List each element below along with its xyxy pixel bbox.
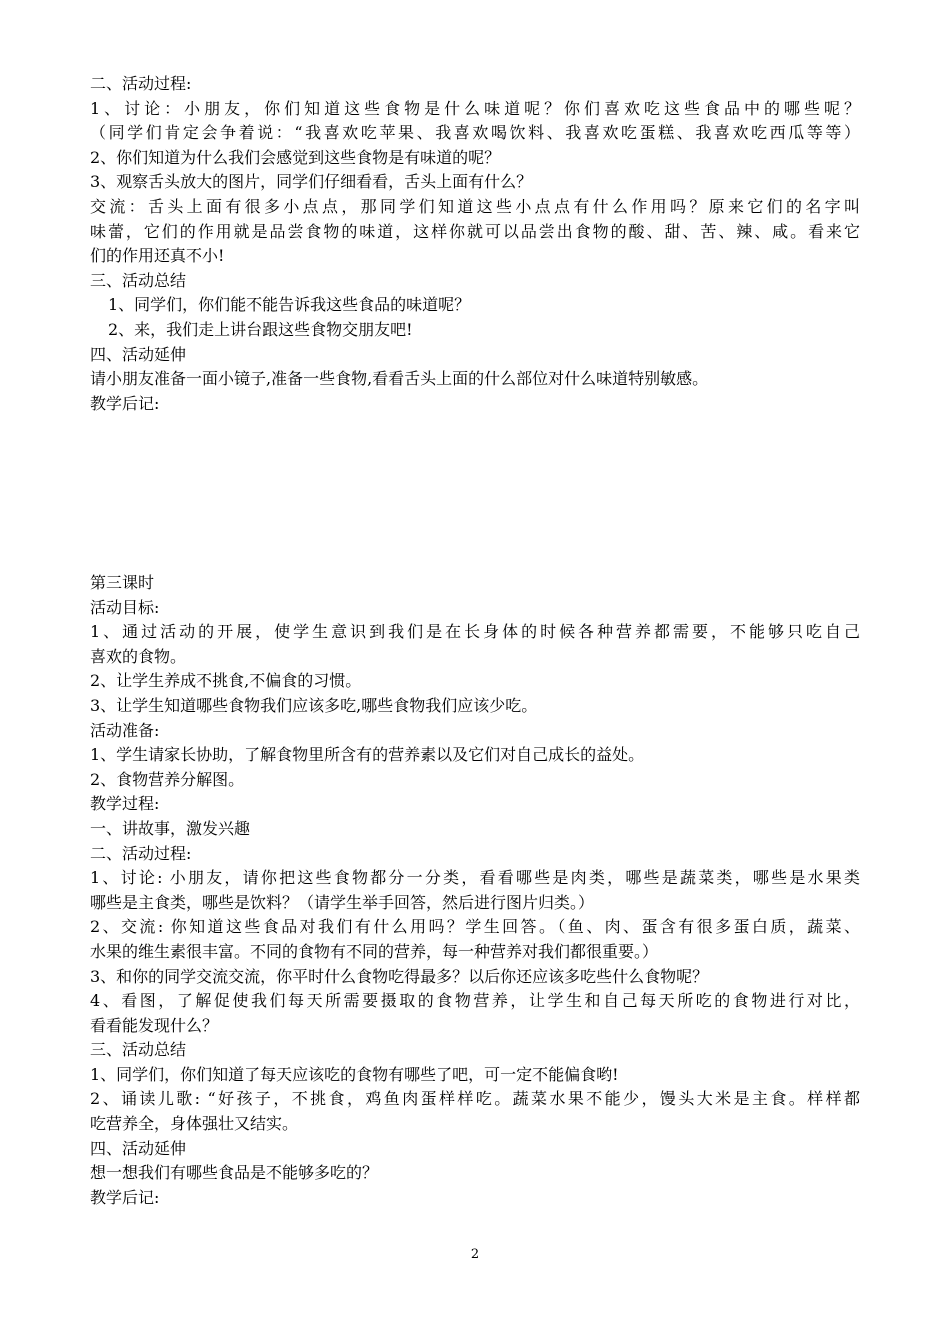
summary-item-2-line-1: 2、诵读儿歌: “好孩子，不挑食，鸡鱼肉蛋样样吃。蔬菜水果不能少，馒头大米是主食。样样都: [90, 1089, 860, 1109]
page-number: 2: [470, 1247, 480, 1262]
teaching-notes-label: 教学后记:: [90, 1187, 160, 1207]
goal-1-line-2: 喜欢的食物。: [90, 646, 187, 666]
section-heading-extension: 四、活动延伸: [90, 344, 187, 364]
lesson-three: [90, 571, 860, 1210]
goal-3: 3、让学生知道哪些食物我们应该多吃,哪些食物我们应该少吃。: [90, 695, 538, 715]
paragraph-observe-tongue: 3、观察舌头放大的图片，同学们仔细看看，舌头上面有什么？: [90, 172, 533, 192]
goals-heading: 活动目标:: [90, 597, 160, 617]
extension-text: 想一想我们有哪些食品是不能够多吃的？: [90, 1163, 379, 1183]
preparation-2: 2、食物营养分解图。: [90, 769, 245, 789]
summary-item-2-line-2: 吃营养全，身体强壮又结实。: [90, 1114, 299, 1134]
lesson-title: 第三课时: [90, 573, 155, 592]
goal-2: 2、让学生养成不挑食,不偏食的习惯。: [90, 671, 362, 691]
paragraph-exchange-line-1: 交流：舌头上面有很多小点点，那同学们知道这些小点点有什么作用吗？原来它们的名字叫: [90, 196, 860, 216]
preparation-1: 1、学生请家长协助，了解食物里所含有的营养素以及它们对自己成长的益处。: [90, 745, 645, 765]
paragraph-student-response: （同学们肯定会争着说：“我喜欢吃苹果、我喜欢喝饮料、我喜欢吃蛋糕、我喜欢吃西瓜等等）: [90, 123, 860, 143]
discussion-4-line-1: 4、看图，了解促使我们每天所需要摄取的食物营养，让学生和自己每天所吃的食物进行对比，: [90, 991, 860, 1011]
paragraph-exchange-line-2: 味蕾，它们的作用就是品尝食物的味道，这样你就可以品尝出食物的酸、甜、苦、辣、咸。看来它: [90, 221, 860, 241]
lesson-two-continuation: [90, 72, 860, 416]
step-storytelling: 一、讲故事，激发兴趣: [90, 818, 251, 838]
teaching-notes-label: 教学后记:: [90, 393, 160, 413]
discussion-2-line-2: 水果的维生素很丰富。不同的食物有不同的营养，每一种营养对我们都很重要。）: [90, 941, 659, 961]
summary-item-1: 1、同学们，你们知道了每天应该吃的食物有哪些了吧，可一定不能偏食哟!: [90, 1064, 619, 1084]
discussion-4-line-2: 看看能发现什么？: [90, 1015, 219, 1035]
discussion-1-line-1: 1、讨论: 小朋友，请你把这些食物都分一分类，看看哪些是肉类，哪些是蔬菜类，哪些是水果类: [90, 868, 860, 888]
discussion-3: 3、和你的同学交流交流，你平时什么食物吃得最多？以后你还应该多吃些什么食物呢？: [90, 966, 709, 986]
discussion-1-line-2: 哪些是主食类，哪些是饮料？（请学生举手回答，然后进行图片归类。）: [90, 892, 595, 912]
summary-item-1: 1、同学们，你们能不能告诉我这些食品的味道呢？: [108, 295, 471, 315]
goal-1-line-1: 1、通过活动的开展，使学生意识到我们是在长身体的时候各种营养都需要，不能够只吃自己: [90, 622, 860, 642]
summary-heading: 三、活动总结: [90, 1040, 187, 1060]
paragraph-exchange-line-3: 们的作用还真不小!: [90, 246, 225, 266]
summary-item-2: 2、来，我们走上讲台跟这些食物交朋友吧!: [108, 319, 413, 339]
teaching-process-heading: 教学过程:: [90, 794, 160, 814]
preparation-heading: 活动准备:: [90, 720, 160, 740]
section-heading-summary: 三、活动总结: [90, 270, 187, 290]
extension-text: 请小朋友准备一面小镜子,准备一些食物,看看舌头上面的什么部位对什么味道特别敏感。: [90, 369, 709, 389]
step-activity-process: 二、活动过程:: [90, 843, 192, 863]
paragraph-discussion: 1、讨论：小朋友，你们知道这些食物是什么味道呢？你们喜欢吃这些食品中的哪些呢？: [90, 98, 860, 118]
section-heading-process: 二、活动过程:: [90, 74, 192, 93]
paragraph-question-taste: 2、你们知道为什么我们会感觉到这些食物是有味道的呢？: [90, 147, 501, 167]
discussion-2-line-1: 2、交流: 你知道这些食品对我们有什么用吗？学生回答。（鱼、肉、蛋含有很多蛋白质，蔬菜、: [90, 917, 860, 937]
extension-heading: 四、活动延伸: [90, 1138, 187, 1158]
